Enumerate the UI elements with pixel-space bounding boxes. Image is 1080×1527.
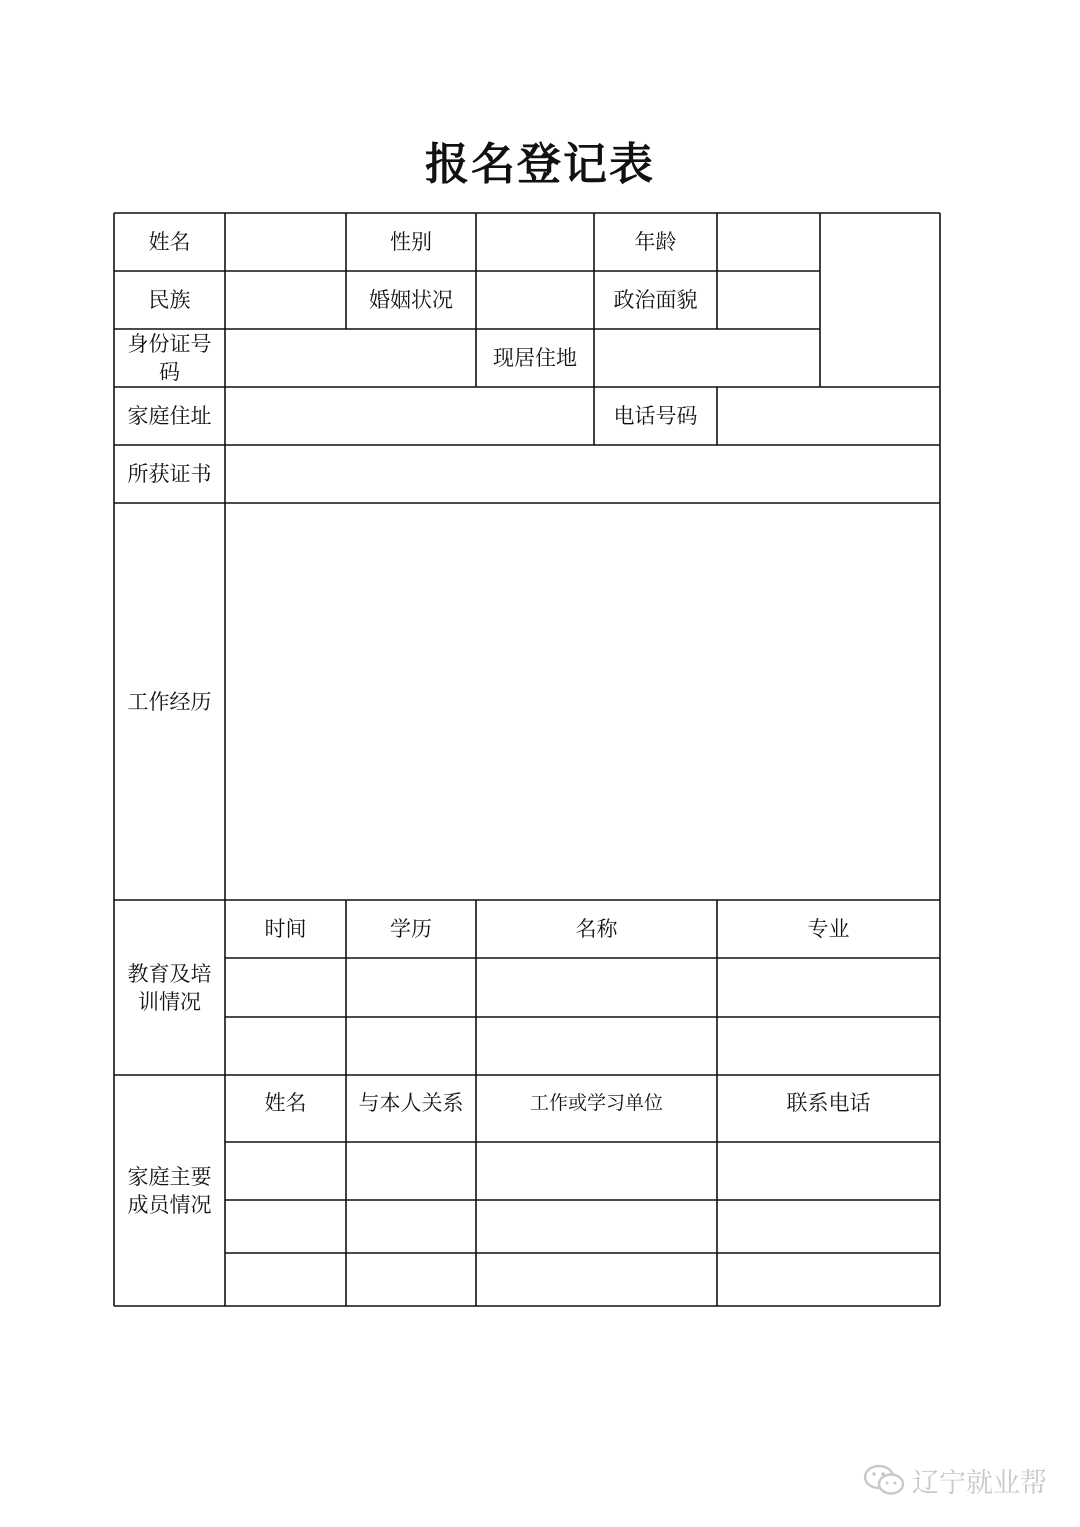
photo-box[interactable] bbox=[820, 213, 940, 387]
marital-status-label: 婚姻状况 bbox=[369, 288, 453, 312]
marital-status-field[interactable] bbox=[476, 271, 594, 329]
work-experience-field[interactable] bbox=[225, 503, 940, 900]
id-number-label-line1: 身份证号 bbox=[127, 332, 212, 356]
education-label bbox=[114, 900, 225, 1075]
phone-number-field[interactable] bbox=[717, 387, 940, 445]
family-row-2[interactable] bbox=[225, 1200, 940, 1253]
education-row-2[interactable] bbox=[225, 1017, 940, 1075]
family-label bbox=[114, 1075, 225, 1306]
family-row-1[interactable] bbox=[225, 1142, 940, 1200]
education-label-line1: 教育及培 bbox=[127, 961, 212, 986]
watermark-text: 辽宁就业帮 bbox=[912, 1467, 1047, 1499]
family-row-3[interactable] bbox=[225, 1253, 940, 1306]
page-title: 报名登记表 bbox=[425, 139, 655, 190]
home-address-field[interactable] bbox=[225, 387, 594, 445]
home-address-label: 家庭住址 bbox=[127, 404, 212, 428]
education-row-1[interactable] bbox=[225, 958, 940, 1017]
education-header-degree: 学历 bbox=[390, 917, 432, 941]
education-label-line2: 训情况 bbox=[138, 989, 201, 1014]
family-header-phone: 联系电话 bbox=[786, 1091, 871, 1115]
current-residence-label: 现居住地 bbox=[493, 346, 577, 370]
ethnicity-field[interactable] bbox=[225, 271, 346, 329]
work-experience-label: 工作经历 bbox=[127, 689, 212, 714]
age-label: 年龄 bbox=[634, 230, 677, 254]
political-status-label: 政治面貌 bbox=[613, 288, 698, 312]
id-number-label bbox=[114, 329, 225, 387]
family-label-line2: 成员情况 bbox=[127, 1192, 212, 1217]
watermark bbox=[862, 1458, 1047, 1502]
ethnicity-label: 民族 bbox=[148, 288, 191, 312]
education-header-time: 时间 bbox=[264, 917, 307, 941]
family-header-workplace: 工作或学习单位 bbox=[529, 1092, 663, 1114]
family-header-relation: 与本人关系 bbox=[358, 1091, 464, 1115]
name-label: 姓名 bbox=[148, 230, 191, 254]
id-number-label-line2: 码 bbox=[159, 360, 180, 384]
wechat-icon bbox=[862, 1462, 906, 1498]
family-header-name: 姓名 bbox=[264, 1091, 307, 1115]
name-field[interactable] bbox=[225, 213, 346, 271]
gender-label: 性别 bbox=[390, 230, 432, 254]
education-header-major: 专业 bbox=[807, 917, 850, 941]
current-residence-field[interactable] bbox=[594, 329, 820, 387]
gender-field[interactable] bbox=[476, 213, 594, 271]
phone-number-label: 电话号码 bbox=[613, 404, 698, 428]
certificates-field[interactable] bbox=[225, 445, 940, 503]
political-status-field[interactable] bbox=[717, 271, 820, 329]
education-header-school: 名称 bbox=[575, 917, 618, 941]
age-field[interactable] bbox=[717, 213, 820, 271]
family-label-line1: 家庭主要 bbox=[127, 1164, 212, 1189]
certificates-label: 所获证书 bbox=[127, 462, 212, 486]
id-number-field[interactable] bbox=[225, 329, 476, 387]
